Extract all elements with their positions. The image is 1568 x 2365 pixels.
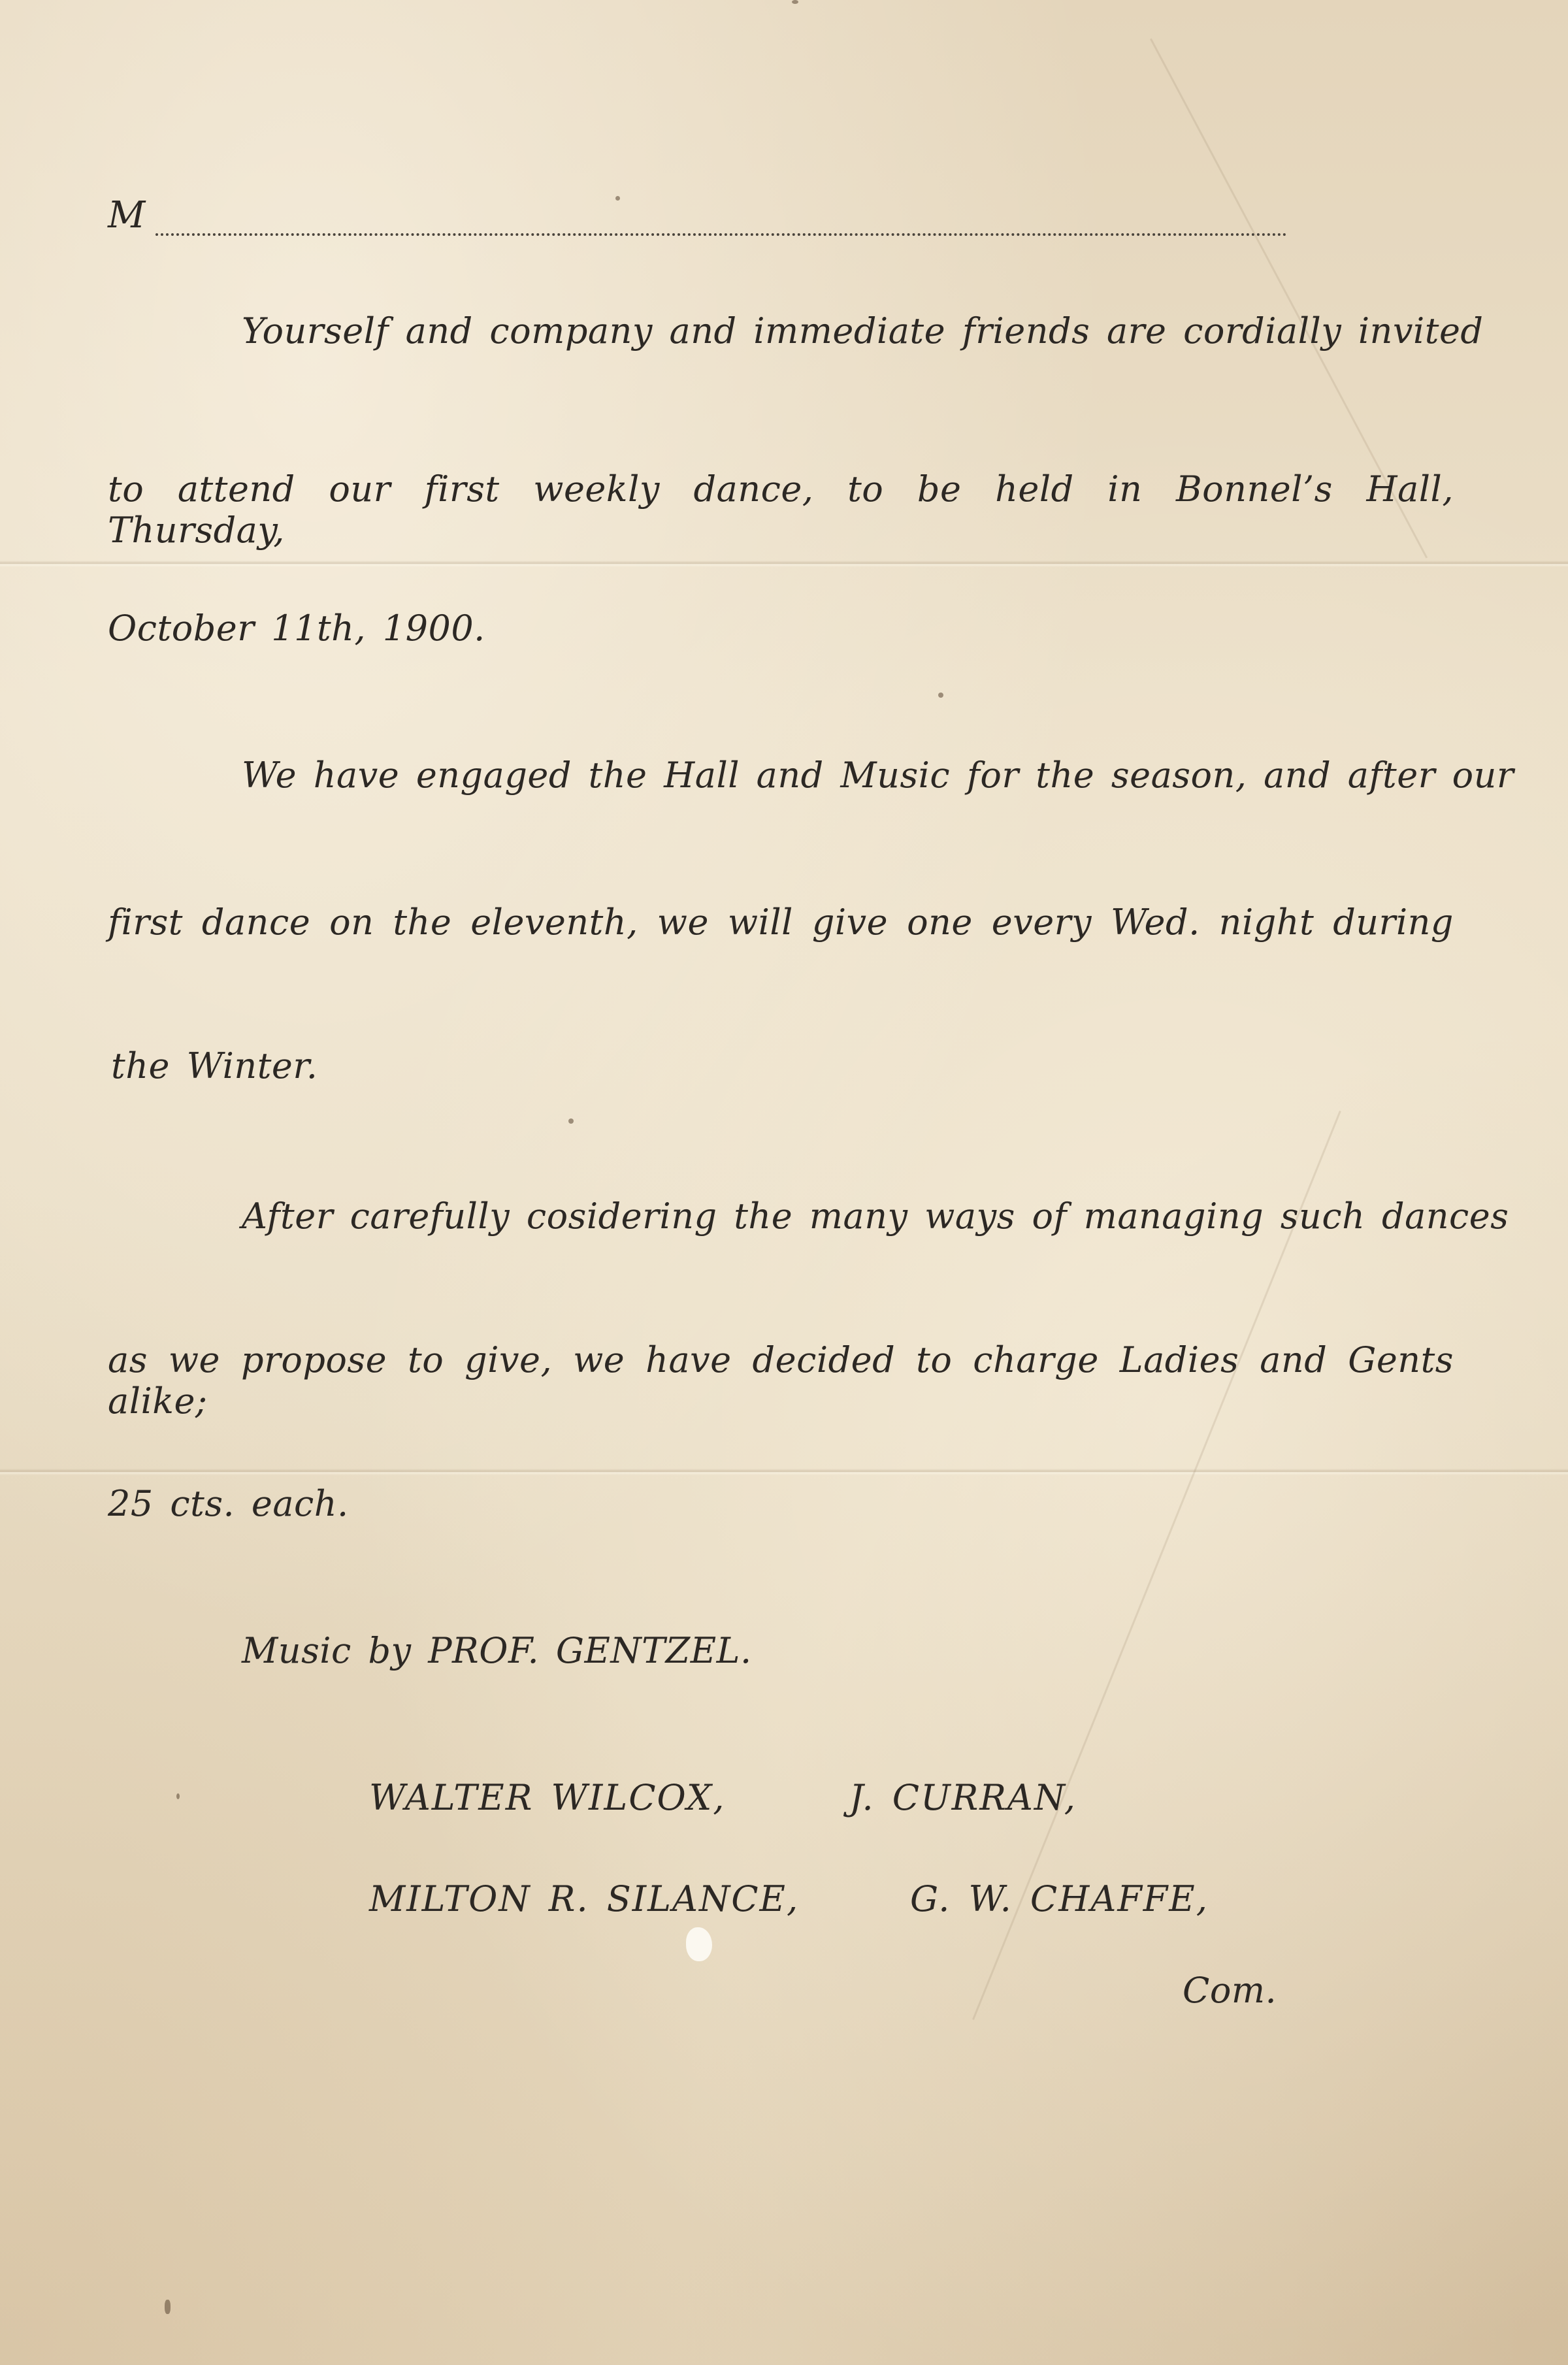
addressee-label: M	[108, 194, 146, 236]
paragraph-3-line-1: After carefully cosidering the many ways of managing such dances	[242, 1196, 1509, 1237]
paragraph-1-line-2: to attend our first weekly dance, to be held in Bonnel’s Hall, Thursday,	[108, 468, 1454, 551]
committee-member-4: G. W. CHAFFE,	[910, 1878, 1209, 1919]
ink-speck	[615, 196, 620, 201]
committee-label: Com.	[1183, 1970, 1277, 2011]
ink-speck	[938, 693, 943, 698]
paragraph-2-line-1: We have engaged the Hall and Music for the season, and after our	[242, 755, 1514, 796]
paragraph-1-line-3: October 11th, 1900.	[108, 608, 485, 649]
ink-speck	[568, 1118, 574, 1124]
paper-fold-upper	[0, 561, 1568, 567]
paper-fold-lower	[0, 1469, 1568, 1475]
paragraph-2-line-3: the Winter.	[111, 1045, 318, 1086]
ink-speck	[165, 2300, 171, 2314]
paragraph-1-line-1: Yourself and company and immediate friends are cordially invited	[242, 310, 1484, 351]
music-credit: Music by PROF. GENTZEL.	[242, 1630, 752, 1671]
committee-member-2: J. CURRAN,	[849, 1777, 1077, 1818]
paragraph-3-line-2: as we propose to give, we have decided to charge Ladies and Gents alike;	[108, 1339, 1454, 1422]
committee-member-3: MILTON R. SILANCE,	[369, 1878, 800, 1919]
committee-member-1: WALTER WILCOX,	[369, 1777, 726, 1818]
ink-speck	[792, 0, 798, 4]
paper-hole	[686, 1927, 712, 1961]
paragraph-2-line-2: first dance on the eleventh, we will give one every Wed. night during	[108, 902, 1454, 943]
addressee-blank-line	[155, 233, 1287, 236]
paragraph-3-line-3: 25 cts. each.	[108, 1483, 349, 1524]
ink-speck	[176, 1793, 180, 1799]
